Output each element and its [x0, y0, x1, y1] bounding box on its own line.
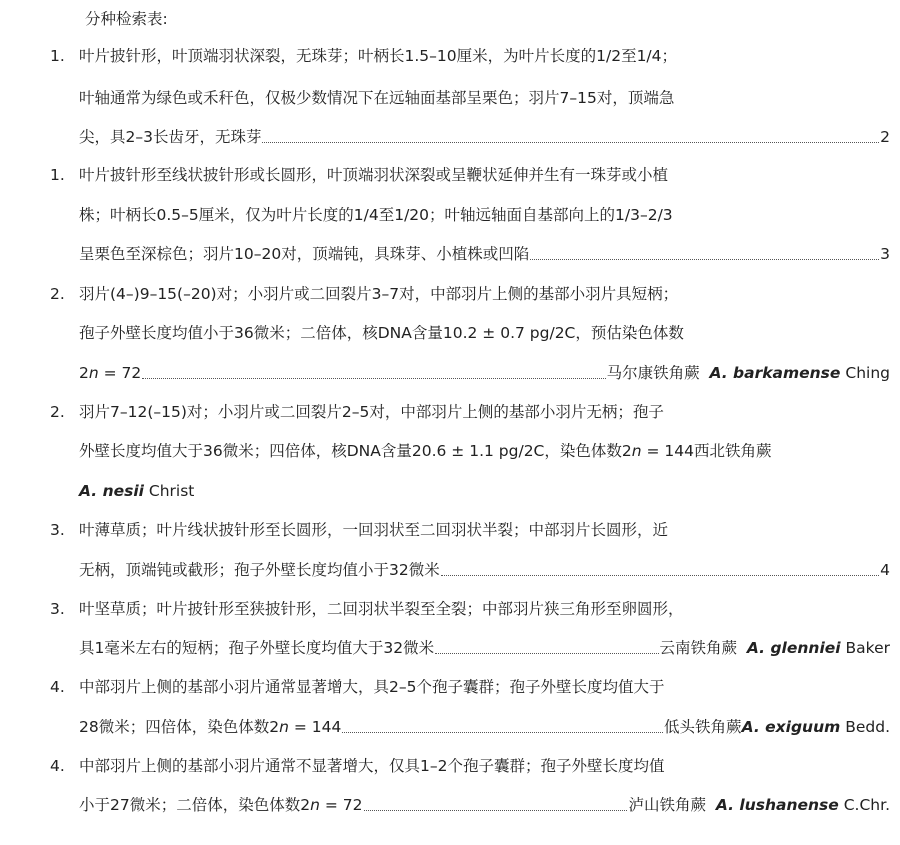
lead-target: 2 — [880, 128, 890, 146]
key-line: 外壁长度均值大于36微米；四倍体，核DNA含量20.6 ± 1.1 pg/2C，染色体数2n = 144西北铁角蕨 — [79, 442, 772, 460]
entry-number: 3. — [50, 600, 65, 618]
key-line: 叶片披针形，叶顶端羽状深裂，无珠芽；叶柄长1.5–10厘米，为叶片长度的1/2至1/4； — [79, 47, 678, 65]
key-title: 分种检索表: — [85, 10, 168, 28]
key-line: 孢子外壁长度均值小于36微米；二倍体，核DNA含量10.2 ± 0.7 pg/2C，预估染色体数 — [79, 324, 684, 342]
leader-dots — [262, 142, 879, 143]
leader-dots — [142, 378, 605, 379]
species-name: 泸山铁角蕨 A. lushanense C.Chr. — [628, 796, 890, 814]
key-line: 株；叶柄长0.5–5厘米，仅为叶片长度的1/4至1/20；叶轴远轴面自基部向上的1/3–2/3 — [79, 206, 673, 224]
key-line: 中部羽片上侧的基部小羽片通常不显著增大，仅具1–2个孢子囊群；孢子外壁长度均值 — [79, 757, 665, 775]
key-line: 叶坚草质；叶片披针形至狭披针形，二回羽状半裂至全裂；中部羽片狭三角形至卵圆形， — [79, 600, 684, 618]
key-line: 尖，具2–3长齿牙，无珠芽 2 — [79, 124, 890, 150]
leader-dots — [441, 575, 879, 576]
key-line: 呈栗色至深棕色；羽片10–20对，顶端钝，具珠芽、小植株或凹陷 3 — [79, 241, 890, 267]
entry-number: 4. — [50, 757, 65, 775]
key-line: 叶片披针形至线状披针形或长圆形，叶顶端羽状深裂或呈鞭状延伸并生有一珠芽或小植 — [79, 166, 669, 184]
key-line: 小于27微米；二倍体，染色体数2n = 72 泸山铁角蕨 A. lushanense C.Chr. — [79, 792, 890, 818]
entry-number: 4. — [50, 678, 65, 696]
lead-target: 4 — [880, 561, 890, 579]
key-line: 羽片(4–)9–15(–20)对；小羽片或二回裂片3–7对，中部羽片上侧的基部小羽片具短柄； — [79, 285, 679, 303]
key-line: 叶薄草质；叶片线状披针形至长圆形，一回羽状至二回羽状半裂；中部羽片长圆形，近 — [79, 521, 669, 539]
species-name: 低头铁角蕨A. exiguum Bedd. — [664, 718, 890, 736]
entry-number: 1. — [50, 47, 65, 65]
key-line: 2n = 72 马尔康铁角蕨 A. barkamense Ching — [79, 360, 890, 386]
entry-number: 2. — [50, 403, 65, 421]
leader-dots — [364, 810, 628, 811]
species-name: 马尔康铁角蕨 A. barkamense Ching — [606, 364, 890, 382]
leader-dots — [342, 732, 663, 733]
entry-number: 3. — [50, 521, 65, 539]
key-line: 28微米；四倍体，染色体数2n = 144 低头铁角蕨A. exiguum Bedd. — [79, 714, 890, 740]
leader-dots — [435, 653, 658, 654]
entry-number: 1. — [50, 166, 65, 184]
species-name: A. nesii Christ — [79, 482, 195, 500]
key-line: 羽片7–12(–15)对；小羽片或二回裂片2–5对，中部羽片上侧的基部小羽片无柄；孢子 — [79, 403, 664, 421]
key-line: 无柄，顶端钝或截形；孢子外壁长度均值小于32微米 4 — [79, 557, 890, 583]
lead-target: 3 — [880, 245, 890, 263]
key-line: 叶轴通常为绿色或禾秆色，仅极少数情况下在远轴面基部呈栗色；羽片7–15对，顶端急 — [79, 89, 675, 107]
entry-number: 2. — [50, 285, 65, 303]
key-line — [79, 478, 890, 504]
species-name: 云南铁角蕨 A. glenniei Baker — [659, 639, 890, 657]
leader-dots — [530, 259, 879, 260]
key-line: 中部羽片上侧的基部小羽片通常显著增大，具2–5个孢子囊群；孢子外壁长度均值大于 — [79, 678, 665, 696]
key-line: 具1毫米左右的短柄；孢子外壁长度均值大于32微米 云南铁角蕨 A. glenniei Baker — [79, 635, 890, 661]
